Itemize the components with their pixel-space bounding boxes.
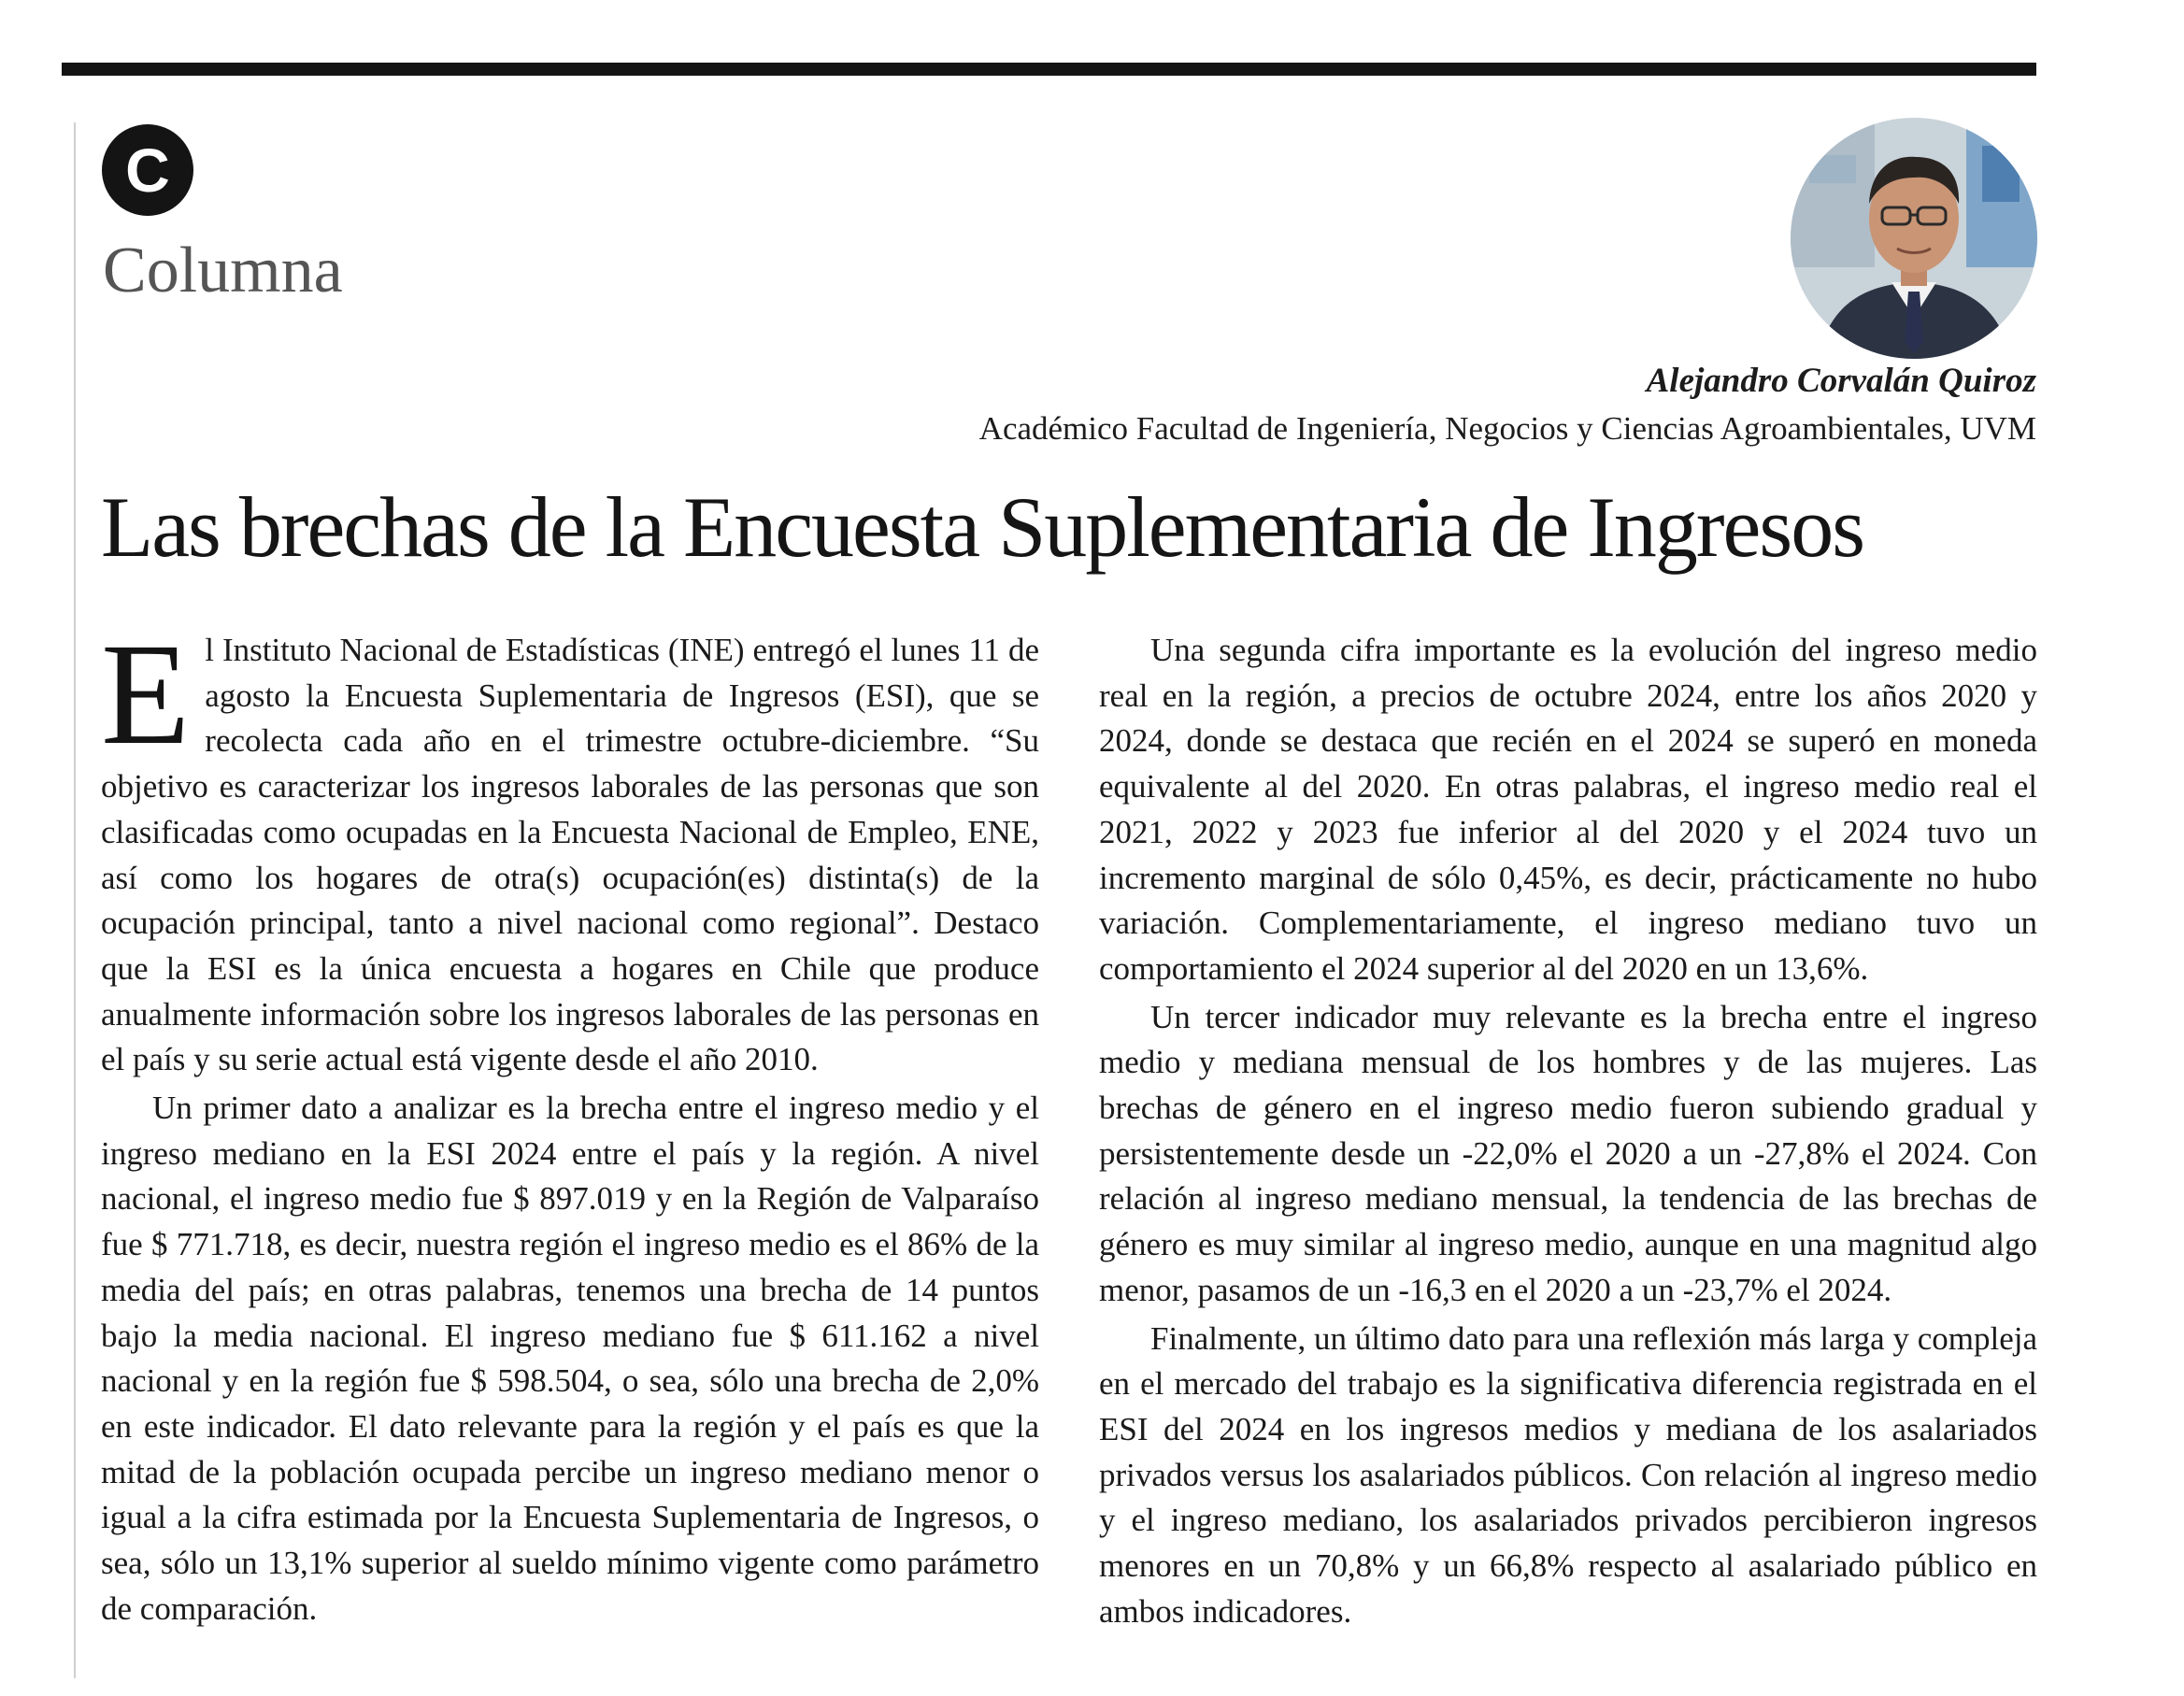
article-column-left: [101, 613, 1039, 1632]
author-title: Académico Facultad de Ingeniería, Negocios y Ciencias Agroambientales, UVM: [978, 410, 2036, 447]
paragraph-1: [101, 613, 1039, 1083]
section-badge: C: [102, 124, 193, 216]
paragraph-4: Un tercer indicador muy relevante es la brecha entre el ingreso medio y mediana mensual de los hombres y de las mujeres. Las brechas de género en el ingreso medio fueron subiendo gradual y persistentemente desde un -22,0% el 2020 a un -27,8% el 2024. Con relación al ingreso mediano mensual, la tendencia de las brechas de género es muy similar al ingreso medio, aunque en una magnitud algo menor, pasamos de un -16,3 en el 2020 a un -23,7% el 2024.: [1099, 998, 2037, 1308]
top-rule: [62, 63, 2036, 76]
left-column-rule: [74, 122, 76, 1678]
author-photo: [1791, 118, 2037, 359]
article-column-right: [1099, 628, 2037, 1634]
drop-cap: E: [101, 613, 191, 775]
paragraph-2: Un primer dato a analizar es la brecha entre el ingreso medio y el ingreso mediano en la ESI 2024 entre el país y la región. A nivel nacional, el ingreso medio fue $ 897.019 y en la Región de Valparaíso fue $ 771.718, es decir, nuestra región el ingreso medio es el 86% de la media del país; en otras palabras, tenemos una brecha de 14 puntos bajo la media nacional. El ingreso mediano fue $ 611.162 a nivel nacional y en la región fue $ 598.504, o sea, sólo una brecha de 2,0% en este indicador. El dato relevante para la región y el país es que la mitad de la población ocupada percibe un ingreso mediano menor o igual a la cifra estimada por la Encuesta Suplementaria de Ingresos, o sea, sólo un 13,1% superior al sueldo mínimo vigente como parámetro de comparación.: [101, 1090, 1039, 1627]
paragraph-3: Una segunda cifra importante es la evolución del ingreso medio real en la región, a precios de octubre 2024, entre los años 2020 y 2024, donde se destaca que recién en el 2024 se superó en moneda equivalente al del 2020. En otras palabras, el ingreso medio real el 2021, 2022 y 2023 fue inferior al del 2020 y el 2024 tuvo un incremento marginal de sólo 0,45%, es decir, prácticamente no hubo variación. Complementariamente, el ingreso mediano tuvo un comportamiento el 2024 superior al del 2020 en un 13,6%.: [1099, 632, 2037, 987]
headline: Las brechas de la Encuesta Suplementaria de Ingresos: [101, 479, 1863, 575]
paragraph-1-text: l Instituto Nacional de Estadísticas (INE) entregó el lunes 11 de agosto la Encuesta Suplementaria de Ingresos (ESI), que se recolecta cada año en el trimestre octubre-diciembre. “Su objetivo es caracterizar los ingresos laborales de las personas que son clasificadas como ocupadas en la Encuesta Nacional de Empleo, ENE, así como los hogares de otra(s) ocupación(es) distinta(s) de la ocupación principal, tanto a nivel nacional como regional”. Destaco que la ESI es la única encuesta a hogares en Chile que produce anualmente información sobre los ingresos laborales de las personas en el país y su serie actual está vigente desde el año 2010.: [101, 632, 1039, 1078]
paragraph-5: Finalmente, un último dato para una reflexión más larga y compleja en el mercado del trabajo es la significativa diferencia registrada en el ESI del 2024 en los ingresos medios y mediana de los asalariados privados versus los asalariados públicos. Con relación al ingreso medio y el ingreso mediano, los asalariados privados percibieron ingresos menores en un 70,8% y un 66,8% respecto al asalariado público en ambos indicadores.: [1099, 1319, 2037, 1630]
section-label: Columna: [103, 235, 343, 306]
author-name: Alejandro Corvalán Quiroz: [1646, 362, 2036, 400]
